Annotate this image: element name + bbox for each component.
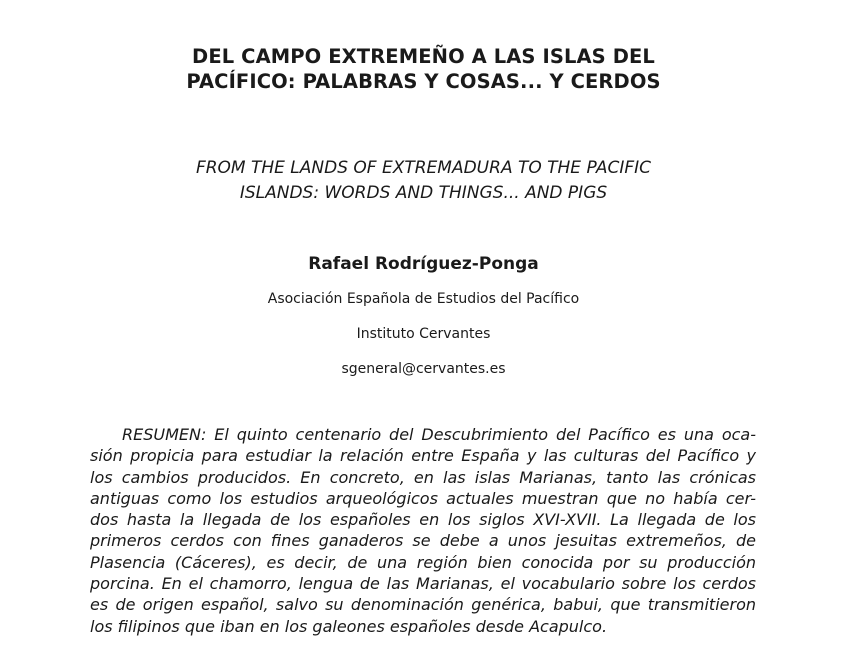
title-line-2: PACÍFICO: PALABRAS Y COSAS... Y CERDOS xyxy=(186,70,661,93)
paper-title xyxy=(90,44,757,94)
abstract-line: primeros cerdos con fines ganaderos se debe a unos jesuitas extremeños, de xyxy=(90,531,756,551)
title-line-1: DEL CAMPO EXTREMEÑO A LAS ISLAS DEL xyxy=(192,45,655,68)
abstract-line: los cambios producidos. En concreto, en las islas Marianas, tanto las crónicas xyxy=(90,467,756,487)
abstract-line: sión propicia para estudiar la relación entre España y las culturas del Pacífico y xyxy=(90,446,756,466)
abstract-line: RESUMEN: El quinto centenario del Descubrimiento del Pacífico es una oca- xyxy=(122,425,756,444)
affiliation-1: Asociación Española de Estudios del Pacífico xyxy=(267,291,580,307)
abstract-line: antiguas como los estudios arqueológicos actuales muestran que no había cer- xyxy=(90,488,756,508)
abstract-line: dos hasta la llegada de los españoles en los siglos XVI-XVII. La llegada de los xyxy=(90,510,756,530)
author-email: sgeneral@cervantes.es xyxy=(341,361,506,377)
abstract-line: porcina. En el chamorro, lengua de las Marianas, el vocabulario sobre los cerdos xyxy=(90,574,756,594)
subtitle-line-1: FROM THE LANDS OF EXTREMADURA TO THE PACIFIC xyxy=(195,158,652,178)
abstract-resumen xyxy=(90,424,756,637)
author-name: Rafael Rodríguez-Ponga xyxy=(308,254,539,274)
abstract-line: es de origen español, salvo su denominación genérica, babui, que transmitieron xyxy=(90,595,756,615)
paper-subtitle-english xyxy=(90,156,757,206)
abstract-line: Plasencia (Cáceres), es decir, de una región bien conocida por su producción xyxy=(90,552,756,572)
subtitle-line-2: ISLANDS: WORDS AND THINGS... AND PIGS xyxy=(239,183,608,203)
affiliation-2: Instituto Cervantes xyxy=(356,326,491,342)
abstract-line: los filipinos que iban en los galeones españoles desde Acapulco. xyxy=(90,616,608,636)
